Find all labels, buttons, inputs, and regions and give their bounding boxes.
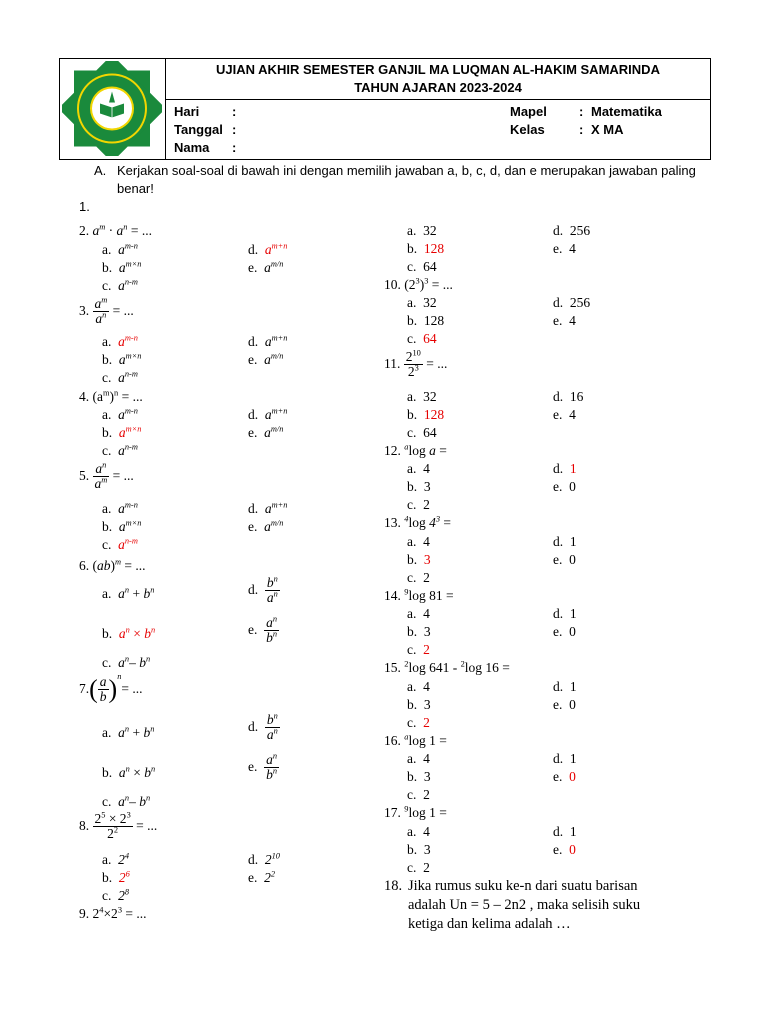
option-answer: b. 128 [407, 241, 445, 256]
option: e. 0 [553, 552, 576, 567]
option: b. 3 [407, 842, 431, 857]
option-answer: b. 128 [407, 407, 445, 422]
option: a. 4 [407, 679, 430, 694]
option: a. $a^n + b^n$ [102, 724, 155, 740]
option: d. 256 [553, 223, 591, 238]
kelas-label: Kelas [510, 122, 545, 137]
question-4: 4. $(a^m)^n$ = ... [79, 388, 143, 404]
option: d. $\frac{b^n}{a^n}$ [248, 574, 278, 606]
option-answer: d. 1 [553, 461, 577, 476]
question-13: 13. $^4$log $4^3$ = [384, 514, 452, 530]
option-answer: b. 3 [407, 552, 431, 567]
option: c. $a^n-$ $b^n$ [102, 654, 151, 670]
option: e. 4 [553, 241, 576, 256]
option: d. 1 [553, 679, 577, 694]
mapel-value: Matematika [591, 104, 662, 119]
option: a. 4 [407, 534, 430, 549]
option: e. 0 [553, 624, 576, 639]
academic-year: TAHUN AJARAN 2023-2024 [354, 80, 522, 95]
option: d. $a^{m+n}$ [248, 406, 288, 422]
option: e. 0 [553, 697, 576, 712]
option-answer: b. $a^n \times b^n$ [102, 625, 156, 641]
option: d. 1 [553, 751, 577, 766]
hari-label: Hari [174, 104, 200, 119]
nama-label: Nama [174, 140, 210, 155]
question-9: 9. $2^4\times 2^3$ = ... [79, 905, 147, 921]
option: b. 3 [407, 479, 431, 494]
question-18-line2: adalah Un = 5 – 2n2 , maka selisih suku [408, 897, 641, 913]
question-3: 3. $\frac{a^m}{a^n}$ = ... [79, 295, 134, 327]
option: c. 2 [407, 860, 430, 875]
option: a. 4 [407, 606, 430, 621]
school-logo [62, 61, 162, 156]
option: c. 2 [407, 787, 430, 802]
option-answer: c. 64 [407, 331, 437, 346]
option-answer: c. $a^{n-m}$ [102, 536, 138, 552]
colon: : [579, 104, 584, 119]
question-17: 17. $^9$log 1 = [384, 804, 447, 820]
option-answer: b. $a^{m\times n}$ [102, 424, 142, 440]
option: c. 2 [407, 497, 430, 512]
option: b. $a^n \times b^n$ [102, 764, 156, 780]
colon: : [232, 140, 237, 155]
option: a. $a^{m-n}$ [102, 241, 138, 257]
question-15: 15. $^2$log 641 - $^2$log 16 = [384, 659, 510, 675]
question-7: 7.( $\frac{a}{b}$ )$^n$= ... [79, 671, 143, 705]
question-18-line1: Jika rumus suku ke-n dari suatu barisan [408, 878, 638, 894]
option: a. 4 [407, 751, 430, 766]
option: a. 32 [407, 389, 437, 404]
option-answer: e. 0 [553, 842, 576, 857]
option: d. $a^{m+n}$ [248, 500, 288, 516]
exam-title: UJIAN AKHIR SEMESTER GANJIL MA LUQMAN AL-HAKIM SAMARINDA [216, 62, 660, 77]
colon: : [232, 122, 237, 137]
option: e. $a^{m/n}$ [248, 351, 284, 367]
option: a. $2^4$ [102, 851, 130, 867]
header-divider [166, 99, 710, 100]
instruction-line1: Kerjakan soal-soal di bawah ini dengan memilih jawaban a, b, c, d, dan e merupakan jawaban paling [117, 163, 696, 178]
option: c. 2 [407, 570, 430, 585]
option-answer: a. $a^{m-n}$ [102, 333, 138, 349]
option: e. $\frac{a^n}{b^n}$ [248, 751, 278, 783]
question-6: 6. (ab)$^m$ = ... [79, 557, 146, 573]
option: b. 128 [407, 313, 445, 328]
option: e. $a^{m/n}$ [248, 518, 284, 534]
instruction-line2: benar! [117, 181, 154, 196]
option: c. $a^{n-m}$ [102, 369, 138, 385]
option: a. 32 [407, 295, 437, 310]
question-14: 14. $^9$log 81 = [384, 587, 454, 603]
option: d. 16 [553, 389, 584, 404]
kelas-value: X MA [591, 122, 624, 137]
option: e. $\frac{a^n}{b^n}$ [248, 614, 278, 646]
option: a. 4 [407, 461, 430, 476]
option: c. 64 [407, 425, 437, 440]
option: e. $a^{m/n}$ [248, 424, 284, 440]
option: e. 4 [553, 313, 576, 328]
option: d. $a^{m+n}$ [248, 333, 288, 349]
option: c. $a^{n-m}$ [102, 277, 138, 293]
question-18-line3: ketiga dan kelima adalah … [408, 916, 571, 932]
question-16: 16. $^a$log 1 = [384, 732, 447, 748]
option: a. $a^{m-n}$ [102, 500, 138, 516]
option-answer: c. 2 [407, 715, 430, 730]
option: d. 256 [553, 295, 591, 310]
option: d. $2^{10}$ [248, 851, 280, 867]
option: c. $a^{n-m}$ [102, 442, 138, 458]
option: e. 4 [553, 407, 576, 422]
option: d. $\frac{b^n}{a^n}$ [248, 711, 278, 743]
option: b. 3 [407, 697, 431, 712]
option: b. 3 [407, 769, 431, 784]
tanggal-label: Tanggal [174, 122, 223, 137]
option-answer: e. 0 [553, 769, 576, 784]
section-letter: A. [94, 163, 107, 178]
option: d. 1 [553, 824, 577, 839]
option: e. 0 [553, 479, 576, 494]
option: b. $a^{m\times n}$ [102, 351, 142, 367]
question-10: 10. $(2^3)^3$ = ... [384, 276, 453, 292]
option-answer: c. 2 [407, 642, 430, 657]
option-answer: d. $a^{m+n}$ [248, 241, 288, 257]
question-11: 11. $\frac{2^{10}}{2^3}$ = ... [384, 348, 448, 380]
question-12: 12. $^a$log a = [384, 442, 447, 458]
option: d. 1 [553, 606, 577, 621]
option: b. $a^{m\times n}$ [102, 259, 142, 275]
option: c. $a^n-$ $b^n$ [102, 793, 151, 809]
question-18-number: 18. [384, 878, 403, 894]
option: c. 64 [407, 259, 437, 274]
option: c. $2^8$ [102, 887, 130, 903]
question-5: 5. $\frac{a^n}{a^m}$ = ... [79, 460, 134, 492]
mapel-label: Mapel [510, 104, 547, 119]
option: d. 1 [553, 534, 577, 549]
option: b. $a^{m\times n}$ [102, 518, 142, 534]
question-2: 2. $a^m \cdot a^n$ = ... [79, 222, 152, 238]
option: a. $a^n + b^n$ [102, 585, 155, 601]
option: a. $a^{m-n}$ [102, 406, 138, 422]
colon: : [232, 104, 237, 119]
option-answer: b. $2^6$ [102, 869, 130, 885]
option: e. $a^{m/n}$ [248, 259, 284, 275]
colon: : [579, 122, 584, 137]
option: e. $2^2$ [248, 869, 276, 885]
option: a. 32 [407, 223, 437, 238]
question-1: 1. [79, 199, 90, 214]
option: b. 3 [407, 624, 431, 639]
question-8: 8. $\frac{2^5 \times 2^3}{2^2}$ = ... [79, 810, 158, 842]
option: a. 4 [407, 824, 430, 839]
